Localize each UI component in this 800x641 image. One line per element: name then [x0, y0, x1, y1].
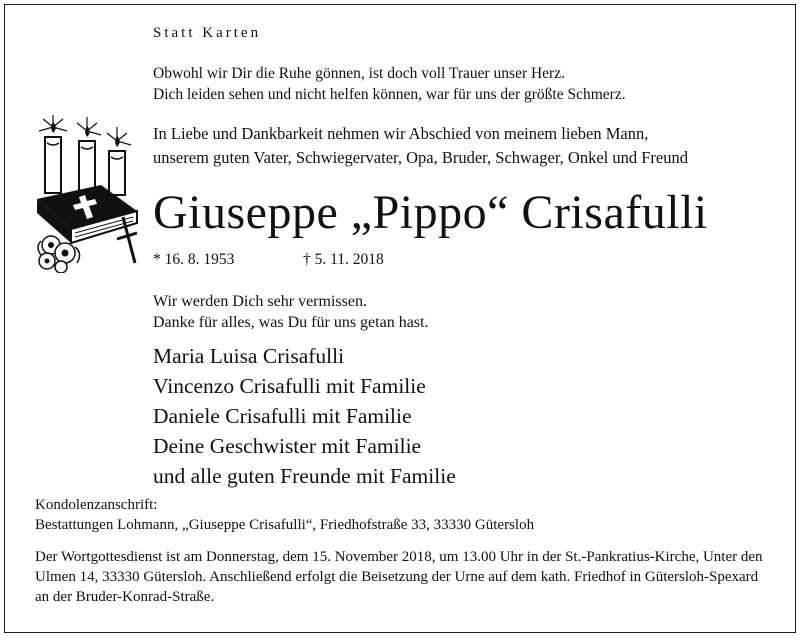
family-member: und alle guten Freunde mit Familie	[153, 464, 456, 488]
farewell-line-1: Wir werden Dich sehr vermissen.	[153, 293, 367, 310]
family-member: Maria Luisa Crisafulli	[153, 344, 345, 368]
verse-line-2: Dich leiden sehen und nicht helfen können, war für uns der größte Schmerz.	[153, 86, 626, 103]
verse	[153, 63, 626, 105]
death-date: † 5. 11. 2018	[303, 251, 384, 268]
intro-line-2: unserem guten Vater, Schwiegervater, Opa, Bruder, Schwager, Onkel und Freund	[153, 148, 688, 167]
candles-bible-cross-flowers-icon	[31, 113, 143, 273]
deceased-name: Giuseppe „Pippo“ Crisafulli	[153, 186, 708, 239]
service-info: Der Wortgottesdienst ist am Donnerstag, dem 15. November 2018, um 13.00 Uhr in der St.-Pankratius-Kirche, Unter den Ulmen 14, 33330 Gütersloh. Anschließend erfolgt die Beisetzung der Urne auf dem kath. Friedhof in Gütersloh-Spexard an der Bruder-Konrad-Straße.	[35, 549, 763, 605]
family-member: Daniele Crisafulli mit Familie	[153, 404, 412, 428]
family-member: Vincenzo Crisafulli mit Familie	[153, 374, 426, 398]
family-member: Deine Geschwister mit Familie	[153, 434, 422, 458]
condolence-label: Kondolenzanschrift:	[35, 497, 158, 513]
condolence-address	[35, 495, 534, 535]
condolence-address-line: Bestattungen Lohmann, „Giuseppe Crisafulli“, Friedhofstraße 33, 33330 Gütersloh	[35, 517, 535, 533]
header-statt-karten: Statt Karten	[153, 25, 262, 41]
farewell-line-2: Danke für alles, was Du für uns getan hast.	[153, 314, 429, 331]
intro-line-1: In Liebe und Dankbarkeit nehmen wir Abschied von meinem lieben Mann,	[153, 124, 649, 143]
verse-line-1: Obwohl wir Dir die Ruhe gönnen, ist doch voll Trauer unser Herz.	[153, 65, 565, 82]
intro-text	[153, 122, 688, 170]
birth-date: * 16. 8. 1953	[153, 251, 235, 268]
family-list	[153, 341, 456, 491]
obituary-notice	[4, 4, 796, 633]
farewell-text	[153, 291, 428, 333]
